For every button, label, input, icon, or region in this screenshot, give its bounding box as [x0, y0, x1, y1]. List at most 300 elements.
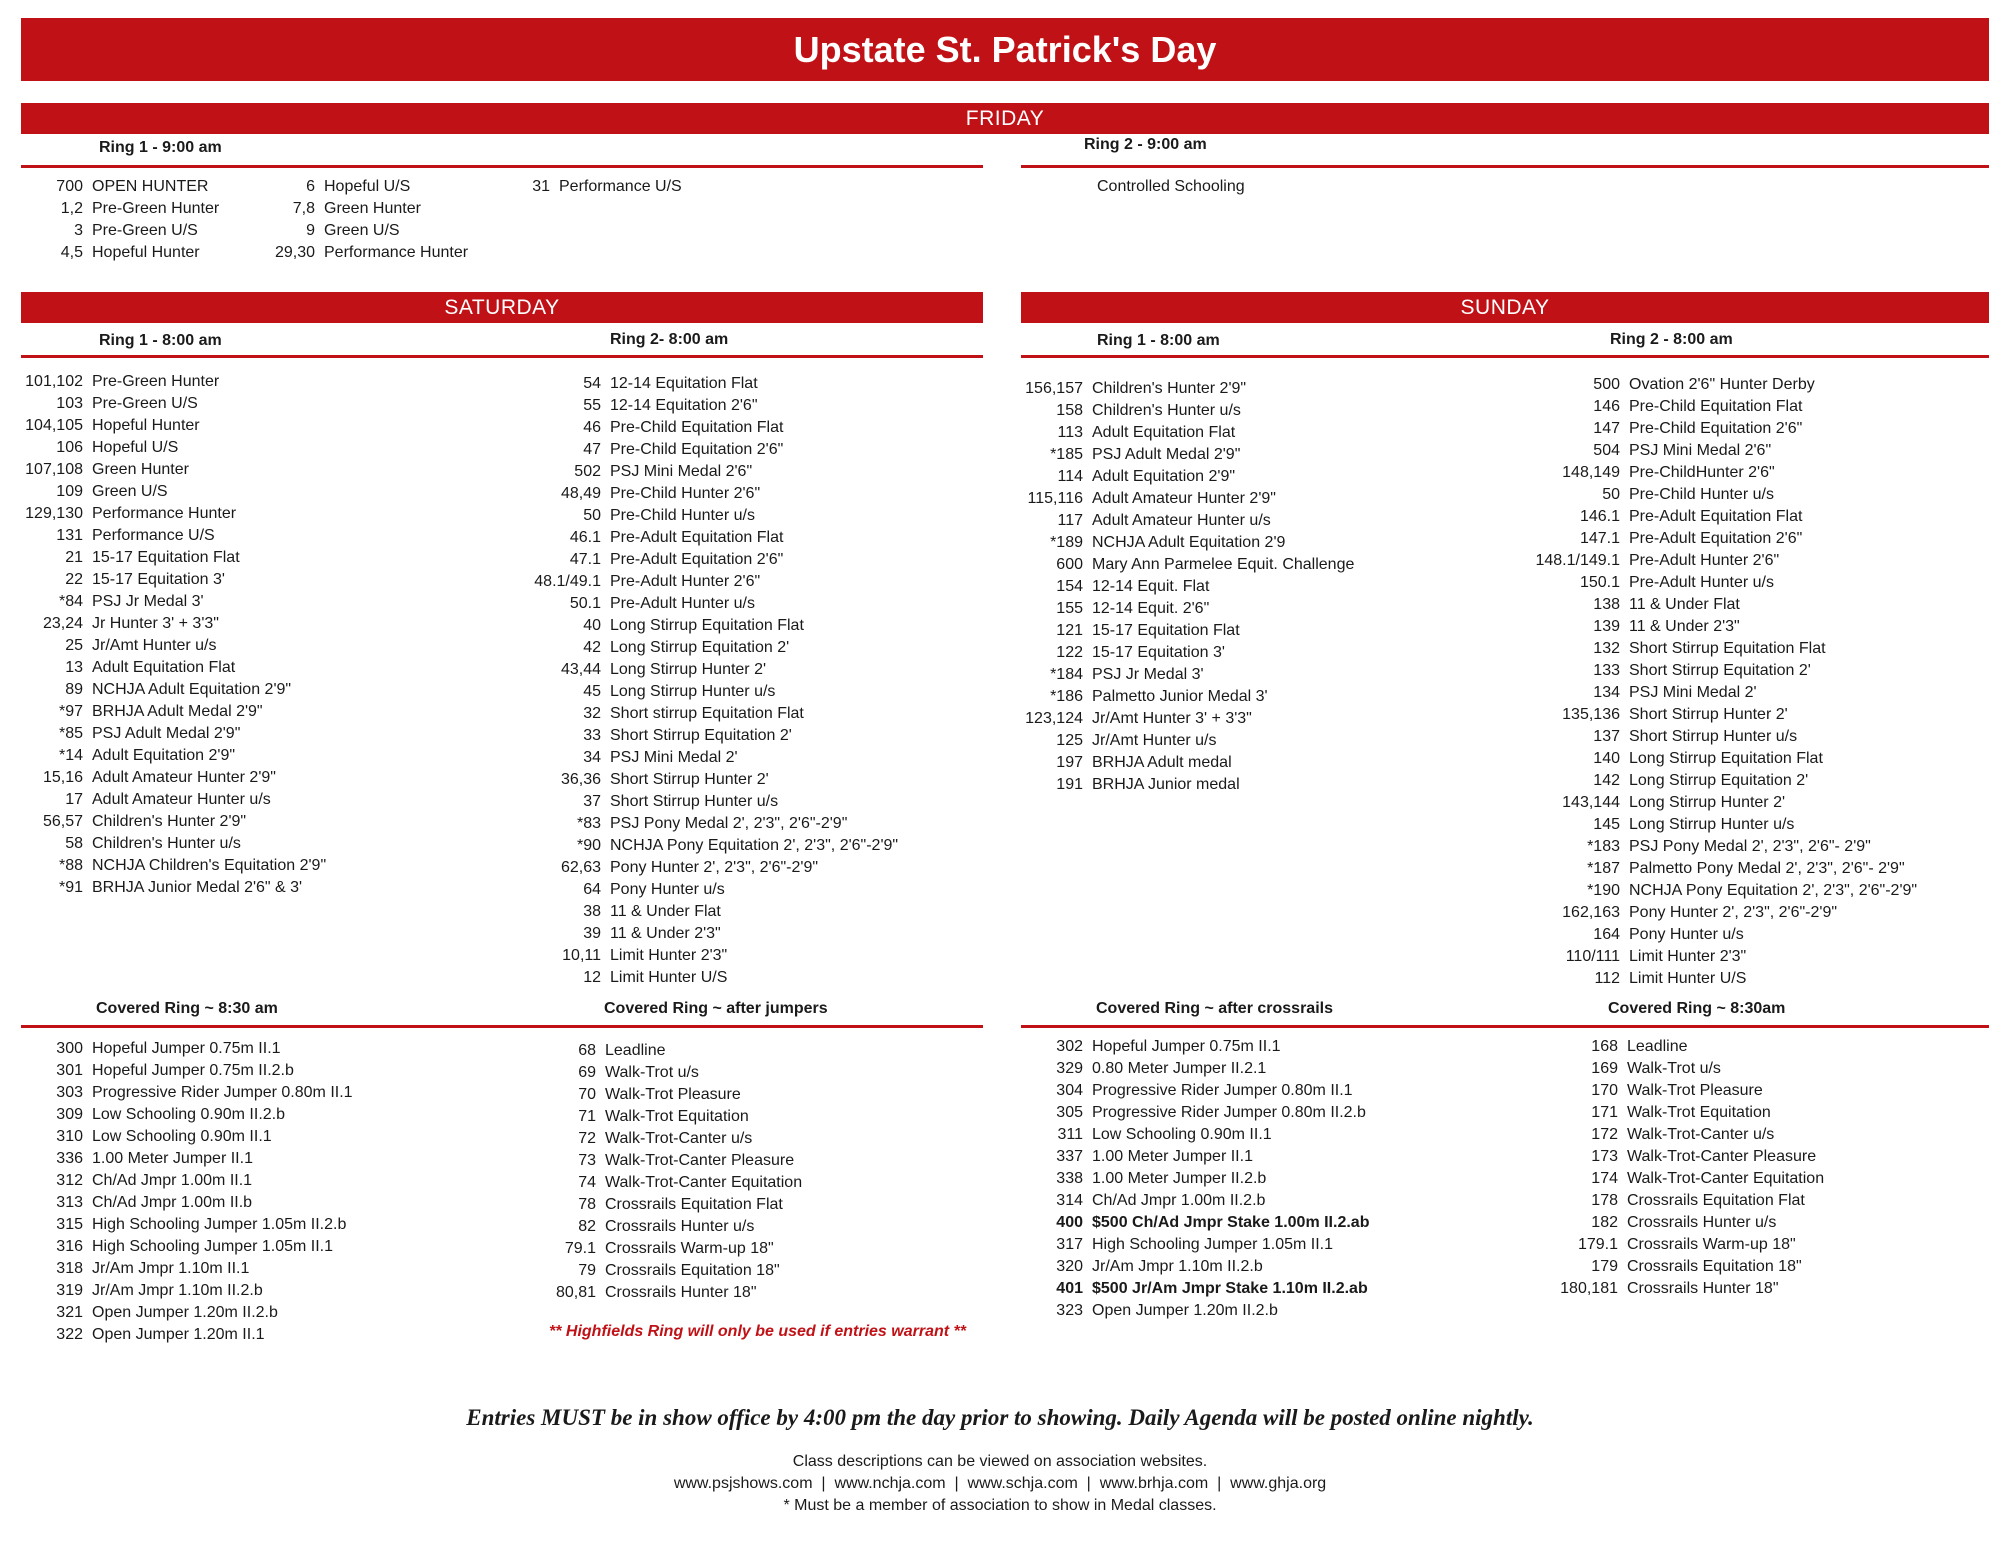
class-row	[1021, 730, 1354, 752]
class-row	[1530, 484, 1917, 506]
class-name: Progressive Rider Jumper 0.80m II.1	[1092, 1082, 1353, 1099]
class-number: 140	[1593, 750, 1620, 767]
class-row	[21, 1170, 353, 1192]
class-number: 37	[583, 793, 601, 810]
divider	[21, 165, 983, 168]
class-row	[1530, 418, 1917, 440]
class-number: 129,130	[25, 505, 83, 522]
class-name: 1.00 Meter Jumper II.1	[1092, 1148, 1253, 1165]
class-name: NCHJA Adult Equitation 2'9	[1092, 534, 1286, 551]
sunday-ring1-title: Ring 1 - 8:00 am	[1097, 332, 1220, 349]
class-number: 9	[306, 222, 315, 239]
class-name: Hopeful Hunter	[92, 244, 200, 261]
class-row	[1021, 642, 1354, 664]
class-row	[21, 657, 326, 679]
sunday-covered1-list	[1021, 1036, 1369, 1322]
class-name: Green Hunter	[324, 200, 421, 217]
class-row	[1021, 576, 1354, 598]
class-name: Crossrails Hunter u/s	[1627, 1214, 1777, 1231]
class-name: Jr/Amt Hunter u/s	[92, 637, 217, 654]
class-number: *189	[1050, 534, 1083, 551]
class-name: Adult Equitation Flat	[92, 659, 236, 676]
class-number: *83	[576, 815, 601, 832]
class-name: Pre-Child Hunter 2'6"	[610, 485, 761, 502]
class-number: 101,102	[25, 373, 83, 390]
class-number: 58	[65, 835, 83, 852]
class-name: Ch/Ad Jmpr 1.00m II.b	[92, 1194, 253, 1211]
class-name: Long Stirrup Hunter u/s	[610, 683, 776, 700]
class-name: 1.00 Meter Jumper II.2.b	[1092, 1170, 1267, 1187]
class-row	[520, 615, 898, 637]
class-name: 0.80 Meter Jumper II.2.1	[1092, 1060, 1267, 1077]
friday-ring1-col2	[268, 176, 468, 264]
class-row	[1021, 1190, 1369, 1212]
class-row	[1530, 1036, 1824, 1058]
class-row	[1530, 1080, 1824, 1102]
class-name: Performance U/S	[559, 178, 682, 195]
class-name: PSJ Mini Medal 2'6"	[1629, 442, 1772, 459]
class-number: 89	[65, 681, 83, 698]
class-row	[1530, 1102, 1824, 1124]
class-number: 54	[583, 375, 601, 392]
class-row	[1530, 968, 1917, 990]
class-name: 11 & Under Flat	[1629, 596, 1740, 613]
class-number: 34	[583, 749, 601, 766]
class-row	[520, 417, 898, 439]
class-row	[1530, 638, 1917, 660]
class-number: 113	[1057, 424, 1083, 441]
class-number: 311	[1057, 1126, 1083, 1143]
class-number: 700	[56, 178, 83, 195]
class-name: Short Stirrup Equitation 2'	[1629, 662, 1811, 679]
class-number: 302	[1056, 1038, 1083, 1055]
class-row	[268, 242, 468, 264]
class-row	[1021, 620, 1354, 642]
sunday-covered2-title: Covered Ring ~ 8:30am	[1608, 1000, 1786, 1017]
class-number: 172	[1591, 1126, 1618, 1143]
class-name: Pony Hunter u/s	[1629, 926, 1744, 943]
class-row	[520, 483, 898, 505]
class-row	[1021, 774, 1354, 796]
class-number: 117	[1057, 512, 1083, 529]
class-number: 107,108	[25, 461, 83, 478]
class-name: Pre-Adult Equitation Flat	[610, 529, 784, 546]
class-row	[21, 242, 219, 264]
class-row	[1021, 422, 1354, 444]
class-name: Jr/Am Jmpr 1.10m II.2.b	[92, 1282, 263, 1299]
class-name: Short Stirrup Hunter u/s	[610, 793, 779, 810]
class-name: Open Jumper 1.20m II.2.b	[1092, 1302, 1278, 1319]
class-row	[21, 503, 326, 525]
divider	[21, 355, 983, 358]
class-name: Hopeful U/S	[92, 439, 179, 456]
sunday-ring1-list	[1021, 378, 1354, 796]
class-row	[21, 745, 326, 767]
class-number: 7,8	[292, 200, 315, 217]
class-name: NCHJA Adult Equitation 2'9"	[92, 681, 292, 698]
class-row	[1530, 946, 1917, 968]
class-number: 310	[56, 1128, 83, 1145]
class-number: 321	[56, 1304, 83, 1321]
class-row	[1530, 858, 1917, 880]
class-name: Walk-Trot u/s	[1627, 1060, 1721, 1077]
class-name: Green U/S	[324, 222, 400, 239]
class-number: 103	[56, 395, 83, 412]
class-name: Pre-Child Equitation Flat	[610, 419, 784, 436]
class-row	[520, 835, 898, 857]
class-name: Adult Equitation Flat	[1092, 424, 1236, 441]
class-number: 155	[1056, 600, 1083, 617]
class-number: 322	[56, 1326, 83, 1343]
class-row	[520, 1238, 802, 1260]
class-row	[21, 1192, 353, 1214]
class-number: 115,116	[1027, 490, 1083, 507]
class-number: 36,36	[560, 771, 601, 788]
class-number: 46	[583, 419, 601, 436]
class-row	[21, 437, 326, 459]
class-name: Green Hunter	[92, 461, 189, 478]
class-name: Adult Equitation 2'9"	[92, 747, 236, 764]
class-row	[1021, 1080, 1369, 1102]
class-row	[21, 415, 326, 437]
class-name: 11 & Under 2'3"	[1629, 618, 1740, 635]
class-name: Long Stirrup Hunter 2'	[1629, 794, 1786, 811]
class-row	[1530, 814, 1917, 836]
class-number: 21	[65, 549, 83, 566]
class-row	[520, 1128, 802, 1150]
divider	[21, 1025, 983, 1028]
class-number: 32	[583, 705, 601, 722]
class-number: 69	[578, 1064, 596, 1081]
class-row	[520, 945, 898, 967]
class-name: Walk-Trot Pleasure	[605, 1086, 741, 1103]
class-name: $500 Jr/Am Jmpr Stake 1.10m II.2.ab	[1092, 1280, 1368, 1297]
class-name: 12-14 Equitation 2'6"	[610, 397, 758, 414]
class-row	[520, 791, 898, 813]
class-number: 78	[578, 1196, 596, 1213]
class-name: Hopeful Jumper 0.75m II.1	[92, 1040, 281, 1057]
class-number: 112	[1594, 970, 1620, 987]
class-row	[21, 1214, 353, 1236]
class-name: Short Stirrup Hunter 2'	[610, 771, 769, 788]
class-name: 12-14 Equit. 2'6"	[1092, 600, 1210, 617]
highfields-note: ** Highfields Ring will only be used if entries warrant **	[549, 1323, 966, 1340]
class-number: 79.1	[564, 1240, 596, 1257]
class-name: 12-14 Equitation Flat	[610, 375, 758, 392]
class-number: 10,11	[562, 947, 601, 964]
class-name: Palmetto Junior Medal 3'	[1092, 688, 1268, 705]
class-number: 50	[1602, 486, 1620, 503]
class-name: Low Schooling 0.90m II.1	[1092, 1126, 1272, 1143]
page-title: Upstate St. Patrick's Day	[21, 18, 1989, 81]
divider	[1021, 355, 1989, 358]
class-row	[21, 591, 326, 613]
class-number: 312	[56, 1172, 83, 1189]
class-row	[1021, 1300, 1369, 1322]
class-number: *185	[1050, 446, 1083, 463]
class-number: 48.1/49.1	[534, 573, 601, 590]
class-number: 303	[56, 1084, 83, 1101]
class-name: Palmetto Pony Medal 2', 2'3", 2'6"- 2'9"	[1629, 860, 1905, 877]
friday-ring2-title: Ring 2 - 9:00 am	[1084, 136, 1207, 153]
saturday-ring2-title: Ring 2- 8:00 am	[610, 331, 729, 348]
class-number: 131	[56, 527, 83, 544]
class-name: Pre-Adult Equitation Flat	[1629, 508, 1803, 525]
class-number: *184	[1050, 666, 1083, 683]
class-number: 301	[56, 1062, 83, 1079]
class-number: 174	[1591, 1170, 1618, 1187]
class-name: 12-14 Equit. Flat	[1092, 578, 1210, 595]
class-number: 173	[1591, 1148, 1618, 1165]
class-number: 168	[1591, 1038, 1618, 1055]
class-number: 43,44	[560, 661, 601, 678]
class-number: 197	[1056, 754, 1083, 771]
class-number: 401	[1056, 1280, 1083, 1297]
class-name: Hopeful Hunter	[92, 417, 200, 434]
class-name: Progressive Rider Jumper 0.80m II.1	[92, 1084, 353, 1101]
class-number: 147	[1593, 420, 1620, 437]
class-name: Walk-Trot-Canter Equitation	[1627, 1170, 1825, 1187]
class-number: 600	[1056, 556, 1083, 573]
class-row	[1530, 770, 1917, 792]
class-name: Crossrails Warm-up 18"	[605, 1240, 774, 1257]
class-number: 12	[583, 969, 601, 986]
class-name: Crossrails Equitation 18"	[605, 1262, 780, 1279]
class-row	[1530, 1190, 1824, 1212]
class-number: 180,181	[1560, 1280, 1618, 1297]
class-row	[1530, 880, 1917, 902]
class-row	[1530, 792, 1917, 814]
class-row	[21, 176, 219, 198]
divider	[1021, 1025, 1989, 1028]
class-number: 338	[1056, 1170, 1083, 1187]
class-row	[520, 901, 898, 923]
saturday-covered2-title: Covered Ring ~ after jumpers	[604, 1000, 828, 1017]
class-row	[21, 1236, 353, 1258]
class-number: 15,16	[42, 769, 83, 786]
class-number: 164	[1593, 926, 1620, 943]
class-number: *183	[1587, 838, 1620, 855]
class-number: 122	[1056, 644, 1083, 661]
class-row	[268, 176, 468, 198]
class-row	[21, 1148, 353, 1170]
class-name: Pre-Adult Equitation 2'6"	[1629, 530, 1803, 547]
class-name: High Schooling Jumper 1.05m II.1	[1092, 1236, 1334, 1253]
class-number: 145	[1593, 816, 1620, 833]
class-number: 142	[1593, 772, 1620, 789]
class-number: 318	[56, 1260, 83, 1277]
footer-medal-note: * Must be a member of association to show in Medal classes.	[783, 1497, 1217, 1514]
class-number: 104,105	[25, 417, 83, 434]
class-row	[520, 439, 898, 461]
class-row	[21, 811, 326, 833]
class-number: 171	[1591, 1104, 1618, 1121]
class-name: Walk-Trot-Canter u/s	[1627, 1126, 1775, 1143]
class-name: 15-17 Equitation 3'	[1092, 644, 1225, 661]
class-name: Limit Hunter U/S	[1629, 970, 1747, 987]
class-name: Short stirrup Equitation Flat	[610, 705, 804, 722]
class-row	[1530, 1058, 1824, 1080]
class-name: Crossrails Hunter u/s	[605, 1218, 755, 1235]
class-name: Jr/Amt Hunter 3' + 3'3"	[1092, 710, 1252, 727]
class-number: 146.1	[1579, 508, 1620, 525]
class-number: 38	[583, 903, 601, 920]
class-name: Pre-Adult Hunter 2'6"	[1629, 552, 1780, 569]
class-row	[1530, 1278, 1824, 1300]
class-name: Short Stirrup Equitation 2'	[610, 727, 792, 744]
class-number: 154	[1056, 578, 1083, 595]
class-name: 15-17 Equitation Flat	[92, 549, 240, 566]
class-name: NCHJA Pony Equitation 2', 2'3", 2'6"-2'9"	[610, 837, 899, 854]
class-number: *186	[1050, 688, 1083, 705]
class-name: PSJ Pony Medal 2', 2'3", 2'6"-2'9"	[610, 815, 848, 832]
class-row	[1530, 1124, 1824, 1146]
class-name: Performance U/S	[92, 527, 215, 544]
class-number: 123,124	[1025, 710, 1083, 727]
class-number: 150.1	[1579, 574, 1620, 591]
class-name: High Schooling Jumper 1.05m II.1	[92, 1238, 334, 1255]
class-row	[1530, 462, 1917, 484]
class-number: 158	[1056, 402, 1083, 419]
class-row	[21, 679, 326, 701]
class-row	[1021, 1256, 1369, 1278]
saturday-ring1-title: Ring 1 - 8:00 am	[99, 332, 222, 349]
class-row	[520, 461, 898, 483]
class-name: Performance Hunter	[324, 244, 469, 261]
class-row	[520, 967, 898, 989]
class-number: *190	[1587, 882, 1620, 899]
class-name: Pre-Green Hunter	[92, 373, 220, 390]
class-row	[1530, 924, 1917, 946]
class-row	[520, 769, 898, 791]
class-number: 42	[583, 639, 601, 656]
class-number: 33	[583, 727, 601, 744]
class-name: $500 Ch/Ad Jmpr Stake 1.00m II.2.ab	[1092, 1214, 1370, 1231]
entries-deadline-notice: Entries MUST be in show office by 4:00 pm the day prior to showing. Daily Agenda will be posted online nightly.	[466, 1405, 1534, 1430]
class-number: 73	[578, 1152, 596, 1169]
class-row	[1021, 1036, 1369, 1058]
class-number: 337	[1056, 1148, 1083, 1165]
class-number: 314	[1056, 1192, 1083, 1209]
class-name: High Schooling Jumper 1.05m II.2.b	[92, 1216, 347, 1233]
class-row	[520, 505, 898, 527]
class-name: Hopeful Jumper 0.75m II.1	[1092, 1038, 1281, 1055]
class-number: 74	[578, 1174, 596, 1191]
class-name: Adult Equitation 2'9"	[1092, 468, 1236, 485]
class-row	[21, 1038, 353, 1060]
class-number: 68	[578, 1042, 596, 1059]
class-name: Limit Hunter 2'3"	[1629, 948, 1747, 965]
class-row	[21, 198, 219, 220]
class-row	[520, 879, 898, 901]
class-row	[520, 637, 898, 659]
class-number: 133	[1593, 662, 1620, 679]
class-name: Crossrails Equitation Flat	[605, 1196, 783, 1213]
class-name: Limit Hunter 2'3"	[610, 947, 728, 964]
class-row	[520, 527, 898, 549]
class-row	[268, 198, 468, 220]
class-row	[1530, 506, 1917, 528]
class-row	[21, 481, 326, 503]
class-name: Walk-Trot-Canter Equitation	[605, 1174, 803, 1191]
sunday-ring2-title: Ring 2 - 8:00 am	[1610, 331, 1733, 348]
class-row	[530, 176, 682, 198]
class-number: 179	[1591, 1258, 1618, 1275]
class-name: PSJ Mini Medal 2'6"	[610, 463, 753, 480]
class-row	[1021, 554, 1354, 576]
sunday-header: SUNDAY	[1021, 292, 1989, 323]
class-number: 400	[1056, 1214, 1083, 1231]
class-number: 179.1	[1577, 1236, 1618, 1253]
class-name: Ch/Ad Jmpr 1.00m II.2.b	[1092, 1192, 1266, 1209]
class-number: *88	[58, 857, 83, 874]
class-name: Jr/Amt Hunter u/s	[1092, 732, 1217, 749]
class-row	[1021, 1234, 1369, 1256]
class-row	[1530, 396, 1917, 418]
class-name: Pre-Adult Equitation 2'6"	[610, 551, 784, 568]
class-number: 6	[306, 178, 315, 195]
class-name: Performance Hunter	[92, 505, 237, 522]
class-number: 191	[1056, 776, 1083, 793]
class-row	[520, 1194, 802, 1216]
class-row	[1021, 510, 1354, 532]
class-row	[1530, 550, 1917, 572]
class-row	[1530, 440, 1917, 462]
class-number: 50.1	[569, 595, 601, 612]
class-row	[520, 373, 898, 395]
class-row	[1021, 1278, 1369, 1300]
class-number: 1,2	[60, 200, 83, 217]
saturday-covered2-list	[520, 1040, 802, 1304]
class-name: Walk-Trot-Canter u/s	[605, 1130, 753, 1147]
class-name: Pre-Child Equitation 2'6"	[610, 441, 784, 458]
class-row	[1021, 444, 1354, 466]
class-name: Hopeful Jumper 0.75m II.2.b	[92, 1062, 294, 1079]
class-row	[1530, 1146, 1824, 1168]
class-number: 317	[1056, 1236, 1083, 1253]
class-row	[1021, 400, 1354, 422]
class-row	[21, 1104, 353, 1126]
class-row	[520, 571, 898, 593]
class-row	[21, 701, 326, 723]
class-row	[1021, 1058, 1369, 1080]
class-row	[1021, 664, 1354, 686]
class-name: PSJ Mini Medal 2'	[1629, 684, 1757, 701]
class-number: *85	[58, 725, 83, 742]
class-number: 22	[65, 571, 83, 588]
class-name: NCHJA Pony Equitation 2', 2'3", 2'6"-2'9"	[1629, 882, 1918, 899]
class-number: 121	[1056, 622, 1083, 639]
class-row	[1021, 686, 1354, 708]
class-number: *187	[1587, 860, 1620, 877]
class-number: 62,63	[560, 859, 601, 876]
class-name: Short Stirrup Equitation Flat	[1629, 640, 1826, 657]
class-row	[21, 1060, 353, 1082]
class-row	[1530, 836, 1917, 858]
class-number: 138	[1593, 596, 1620, 613]
class-number: 313	[56, 1194, 83, 1211]
class-name: 15-17 Equitation 3'	[92, 571, 225, 588]
class-row	[1530, 1256, 1824, 1278]
class-name: Pre-Green U/S	[92, 395, 198, 412]
class-row	[21, 767, 326, 789]
class-number: 182	[1591, 1214, 1618, 1231]
class-name: Crossrails Hunter 18"	[605, 1284, 757, 1301]
divider	[1021, 165, 1989, 168]
class-number: 125	[1056, 732, 1083, 749]
class-row	[1021, 488, 1354, 510]
saturday-header: SATURDAY	[21, 292, 983, 323]
